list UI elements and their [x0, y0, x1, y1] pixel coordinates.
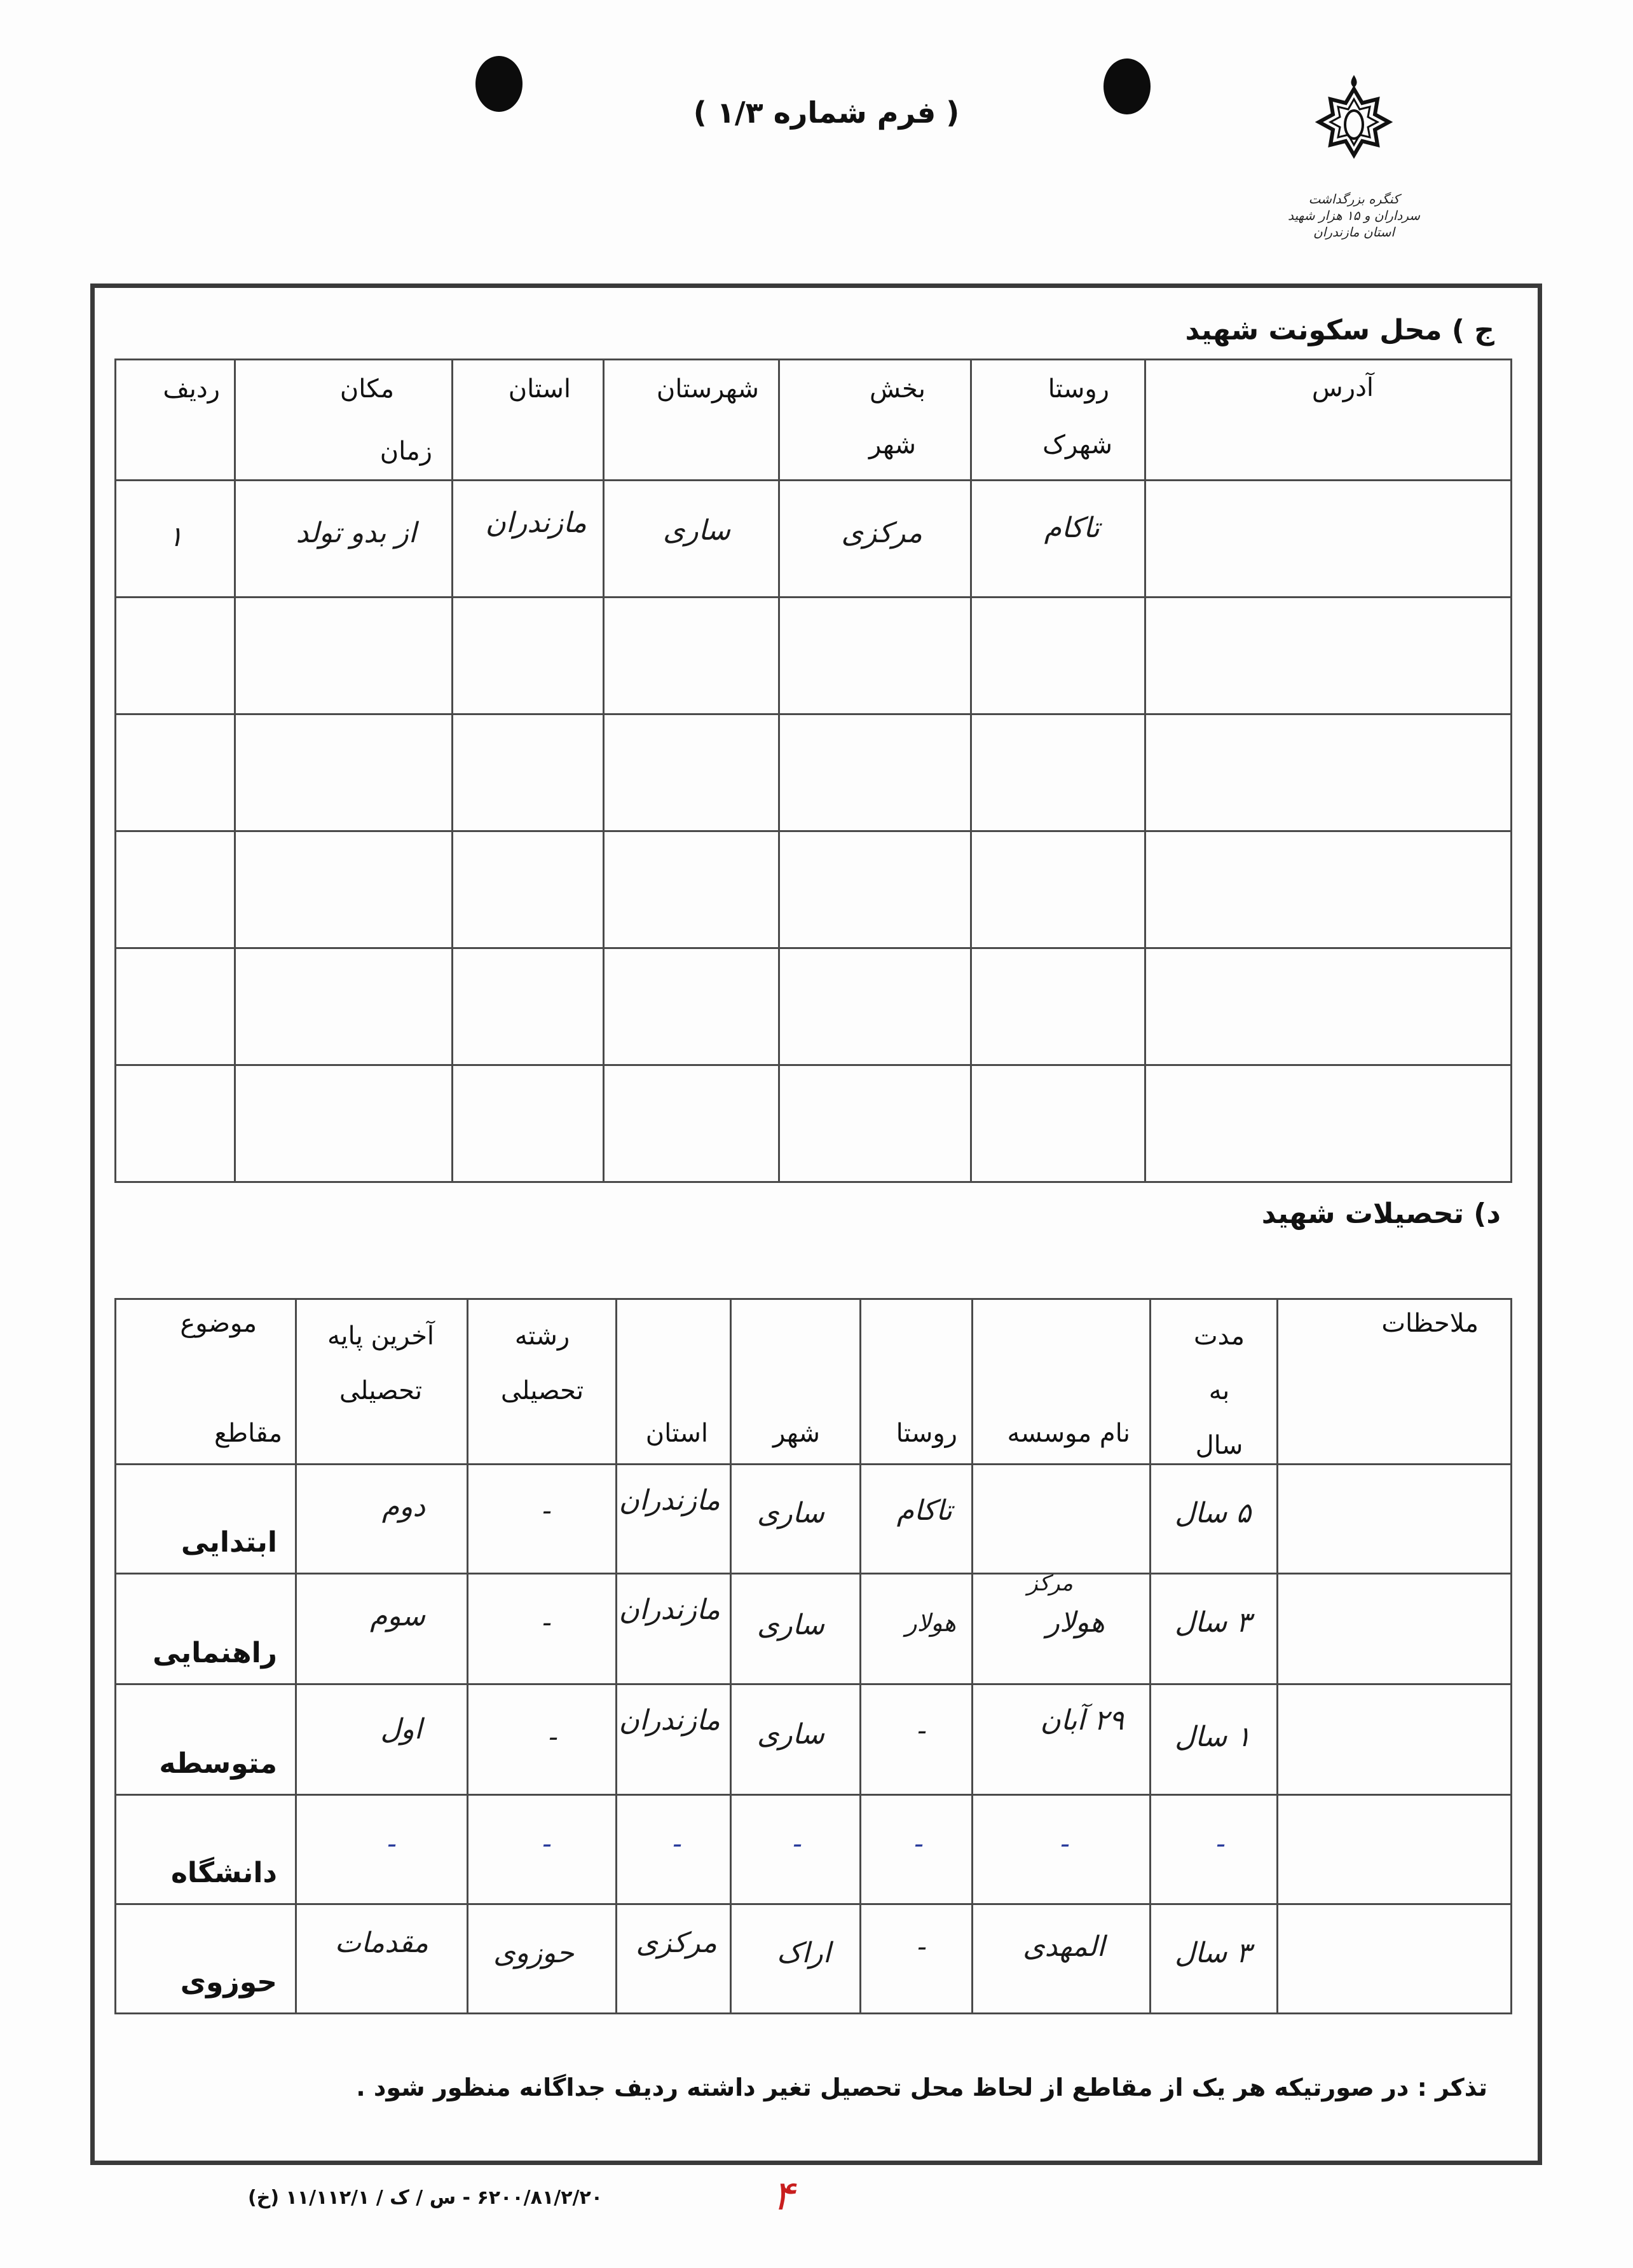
header-institute: نام موسسه	[1007, 1419, 1130, 1448]
last-grade-cell	[296, 1684, 468, 1795]
institute-cell	[973, 1904, 1151, 2014]
logo-caption-line2: استان مازندران	[1313, 224, 1395, 240]
institute-cell	[973, 1795, 1151, 1904]
field-cell	[468, 1795, 617, 1904]
village-value: -	[917, 1930, 927, 1963]
village-town-value: تاکام	[1044, 512, 1100, 544]
duration-cell	[1151, 1795, 1278, 1904]
header-village-town-cell	[971, 360, 1145, 481]
field-value: -	[549, 1721, 558, 1753]
star-emblem-icon	[1306, 70, 1402, 191]
address-cell	[1145, 481, 1512, 598]
institute-cell	[973, 1571, 1151, 1684]
header-village: روستا	[1048, 374, 1109, 404]
header-province: استان	[508, 374, 571, 404]
institute-note-value: مرکز	[1027, 1571, 1073, 1596]
province-cell	[617, 1904, 731, 2014]
header-duration: مدت به سال	[1193, 1322, 1245, 1460]
form-number: ( فرم شماره ۱/۳ )	[693, 95, 960, 130]
level-cell	[116, 1574, 296, 1684]
village-value: -	[914, 1827, 924, 1860]
institute-cell	[973, 1684, 1151, 1795]
header-county: شهرستان	[656, 374, 759, 404]
header-address: آدرس	[1311, 373, 1374, 402]
logo-caption-line1: کنگره بزرگداشت سرداران و ۱۵ هزار شهید	[1287, 191, 1421, 223]
field-cell	[468, 1904, 617, 2014]
residence-empty-row	[116, 598, 1512, 714]
header-levels: مقاطع	[214, 1419, 282, 1448]
field-cell	[468, 1684, 617, 1795]
duration-value: ۳ سال	[1175, 1606, 1251, 1639]
level-label: راهنمایی	[153, 1637, 277, 1669]
residence-header-row	[116, 360, 1512, 481]
province-value: مرکزی	[636, 1927, 717, 1959]
village-cell	[861, 1574, 973, 1684]
header-last-grade: آخرین پایه تحصیلی	[327, 1322, 435, 1405]
duration-cell	[1151, 1574, 1278, 1684]
residence-empty-row	[116, 831, 1512, 948]
village-value: هولار	[905, 1609, 956, 1637]
last-grade-cell	[296, 1904, 468, 2014]
province-value: مازندران	[485, 507, 587, 539]
province-cell	[617, 1795, 731, 1904]
province-cell	[453, 481, 604, 598]
level-cell	[116, 1684, 296, 1795]
last-grade-value: دوم	[381, 1491, 425, 1523]
header-city: شهر	[868, 430, 916, 460]
header-village: روستا	[896, 1419, 957, 1448]
field-value: حوزوی	[493, 1937, 574, 1969]
header-remarks-cell	[1278, 1299, 1512, 1465]
remarks-cell	[1278, 1465, 1512, 1574]
district-city-cell	[779, 481, 971, 598]
level-label: ابتدایی	[181, 1526, 277, 1559]
field-cell	[468, 1465, 617, 1574]
organization-logo	[1284, 70, 1424, 261]
city-value: اراک	[776, 1937, 831, 1969]
province-cell	[617, 1684, 731, 1795]
header-place: مکان	[339, 374, 394, 404]
header-row-no: ردیف	[163, 374, 220, 404]
city-value: ساری	[757, 1497, 824, 1529]
remarks-cell	[1278, 1904, 1512, 2014]
header-field-cell	[468, 1299, 617, 1465]
residence-empty-row	[116, 1065, 1512, 1182]
residence-row-1	[116, 481, 1512, 598]
education-row-primary	[116, 1465, 1512, 1574]
header-district-city-cell	[779, 360, 971, 481]
residence-empty-row	[116, 948, 1512, 1065]
header-city-cell	[731, 1299, 861, 1465]
village-cell	[861, 1795, 973, 1904]
header-place-time-cell	[235, 360, 453, 481]
place-time-value: از بدو تولد	[296, 517, 416, 549]
form-code: (خ) ۶۲۰۰/۸۱/۲/۲۰ - س / ک / ۱۱/۱۱۲/۱	[248, 2187, 603, 2209]
city-cell	[731, 1904, 861, 2014]
duration-cell	[1151, 1904, 1278, 2014]
header-province: استان	[645, 1419, 708, 1448]
level-label: متوسطه	[159, 1747, 277, 1780]
education-row-secondary	[116, 1684, 1512, 1795]
level-label: حوزوی	[180, 1966, 277, 1998]
header-duration-cell	[1151, 1299, 1278, 1465]
duration-value: -	[1216, 1827, 1226, 1860]
province-value: مازندران	[618, 1704, 720, 1737]
level-label: دانشگاه	[170, 1857, 277, 1889]
level-cell	[116, 1465, 296, 1574]
last-grade-cell	[296, 1465, 468, 1574]
village-cell	[861, 1684, 973, 1795]
village-cell	[861, 1904, 973, 2014]
duration-value: ۱ سال	[1175, 1721, 1251, 1753]
village-cell	[861, 1465, 973, 1574]
institute-value: هولار	[1046, 1606, 1105, 1639]
education-table	[114, 1298, 1512, 2014]
city-cell	[731, 1465, 861, 1574]
institute-value: ۲۹ آبان	[1040, 1704, 1124, 1737]
header-remarks: ملاحظات	[1381, 1309, 1479, 1338]
field-value: -	[542, 1494, 552, 1527]
duration-cell	[1151, 1684, 1278, 1795]
city-value: ساری	[757, 1609, 824, 1641]
education-header-row	[116, 1299, 1512, 1465]
last-grade-cell	[296, 1574, 468, 1684]
field-value: -	[542, 1606, 552, 1639]
header-province-cell	[453, 360, 604, 481]
section-d-title: د) تحصیلات شهید	[1261, 1198, 1501, 1230]
last-grade-value: -	[387, 1827, 397, 1860]
header-row-no-cell	[116, 360, 235, 481]
header-county-cell	[604, 360, 779, 481]
remarks-cell	[1278, 1574, 1512, 1684]
village-value: تاکام	[896, 1494, 952, 1527]
province-cell	[617, 1465, 731, 1574]
header-address-cell	[1145, 360, 1512, 481]
city-value: ساری	[757, 1718, 824, 1751]
remarks-cell	[1278, 1684, 1512, 1795]
header-subject: موضوع	[180, 1309, 257, 1338]
education-row-guidance	[116, 1574, 1512, 1684]
level-cell	[116, 1904, 296, 2014]
header-city: شهر	[772, 1419, 820, 1448]
province-value: مازندران	[618, 1594, 720, 1626]
city-value: -	[793, 1827, 802, 1860]
header-province-cell	[617, 1299, 731, 1465]
institute-cell	[973, 1465, 1151, 1574]
header-town: شهرک	[1042, 430, 1112, 460]
page-number: ۴	[772, 2173, 795, 2220]
field-value: -	[542, 1827, 552, 1860]
place-time-cell	[235, 481, 453, 598]
footnote: تذکر : در صورتیکه هر یک از مقاطع از لحاظ محل تحصیل تغیر داشته ردیف جداگانه منظور شود .	[356, 2073, 1487, 2101]
institute-value: المهدی	[1023, 1930, 1105, 1963]
city-cell	[731, 1684, 861, 1795]
punch-hole-right	[1103, 58, 1151, 114]
village-value: -	[917, 1714, 927, 1747]
institute-value: -	[1060, 1827, 1070, 1860]
education-row-seminary	[116, 1904, 1512, 2014]
remarks-cell	[1278, 1795, 1512, 1904]
row-no-cell	[116, 481, 235, 598]
duration-cell	[1151, 1465, 1278, 1574]
county-cell	[604, 481, 779, 598]
header-field: رشته تحصیلی	[500, 1322, 584, 1405]
last-grade-cell	[296, 1795, 468, 1904]
province-cell	[617, 1574, 731, 1684]
header-district: بخش	[870, 374, 926, 404]
residence-empty-row	[116, 714, 1512, 831]
header-time: زمان	[379, 437, 432, 466]
duration-value: ۳ سال	[1175, 1937, 1251, 1969]
header-last-grade-cell	[296, 1299, 468, 1465]
duration-value: ۵ سال	[1175, 1497, 1251, 1529]
province-value: -	[673, 1827, 682, 1860]
last-grade-value: اول	[380, 1713, 422, 1745]
city-cell	[731, 1574, 861, 1684]
city-cell	[731, 1795, 861, 1904]
header-village-cell	[861, 1299, 973, 1465]
last-grade-value: سوم	[370, 1600, 425, 1632]
district-city-value: مرکزی	[841, 517, 922, 549]
punch-hole-left	[475, 56, 523, 112]
education-row-university	[116, 1795, 1512, 1904]
header-subject-levels-cell	[116, 1299, 296, 1465]
header-institute-cell	[973, 1299, 1151, 1465]
level-cell	[116, 1795, 296, 1904]
village-town-cell	[971, 481, 1145, 598]
residence-table	[114, 359, 1512, 1183]
field-cell	[468, 1574, 617, 1684]
row-no-value: ۱	[168, 521, 183, 553]
county-value: ساری	[663, 514, 730, 547]
section-c-title: ج ) محل سکونت شهید	[1185, 314, 1494, 346]
province-value: مازندران	[618, 1484, 720, 1517]
last-grade-value: مقدمات	[334, 1927, 428, 1959]
